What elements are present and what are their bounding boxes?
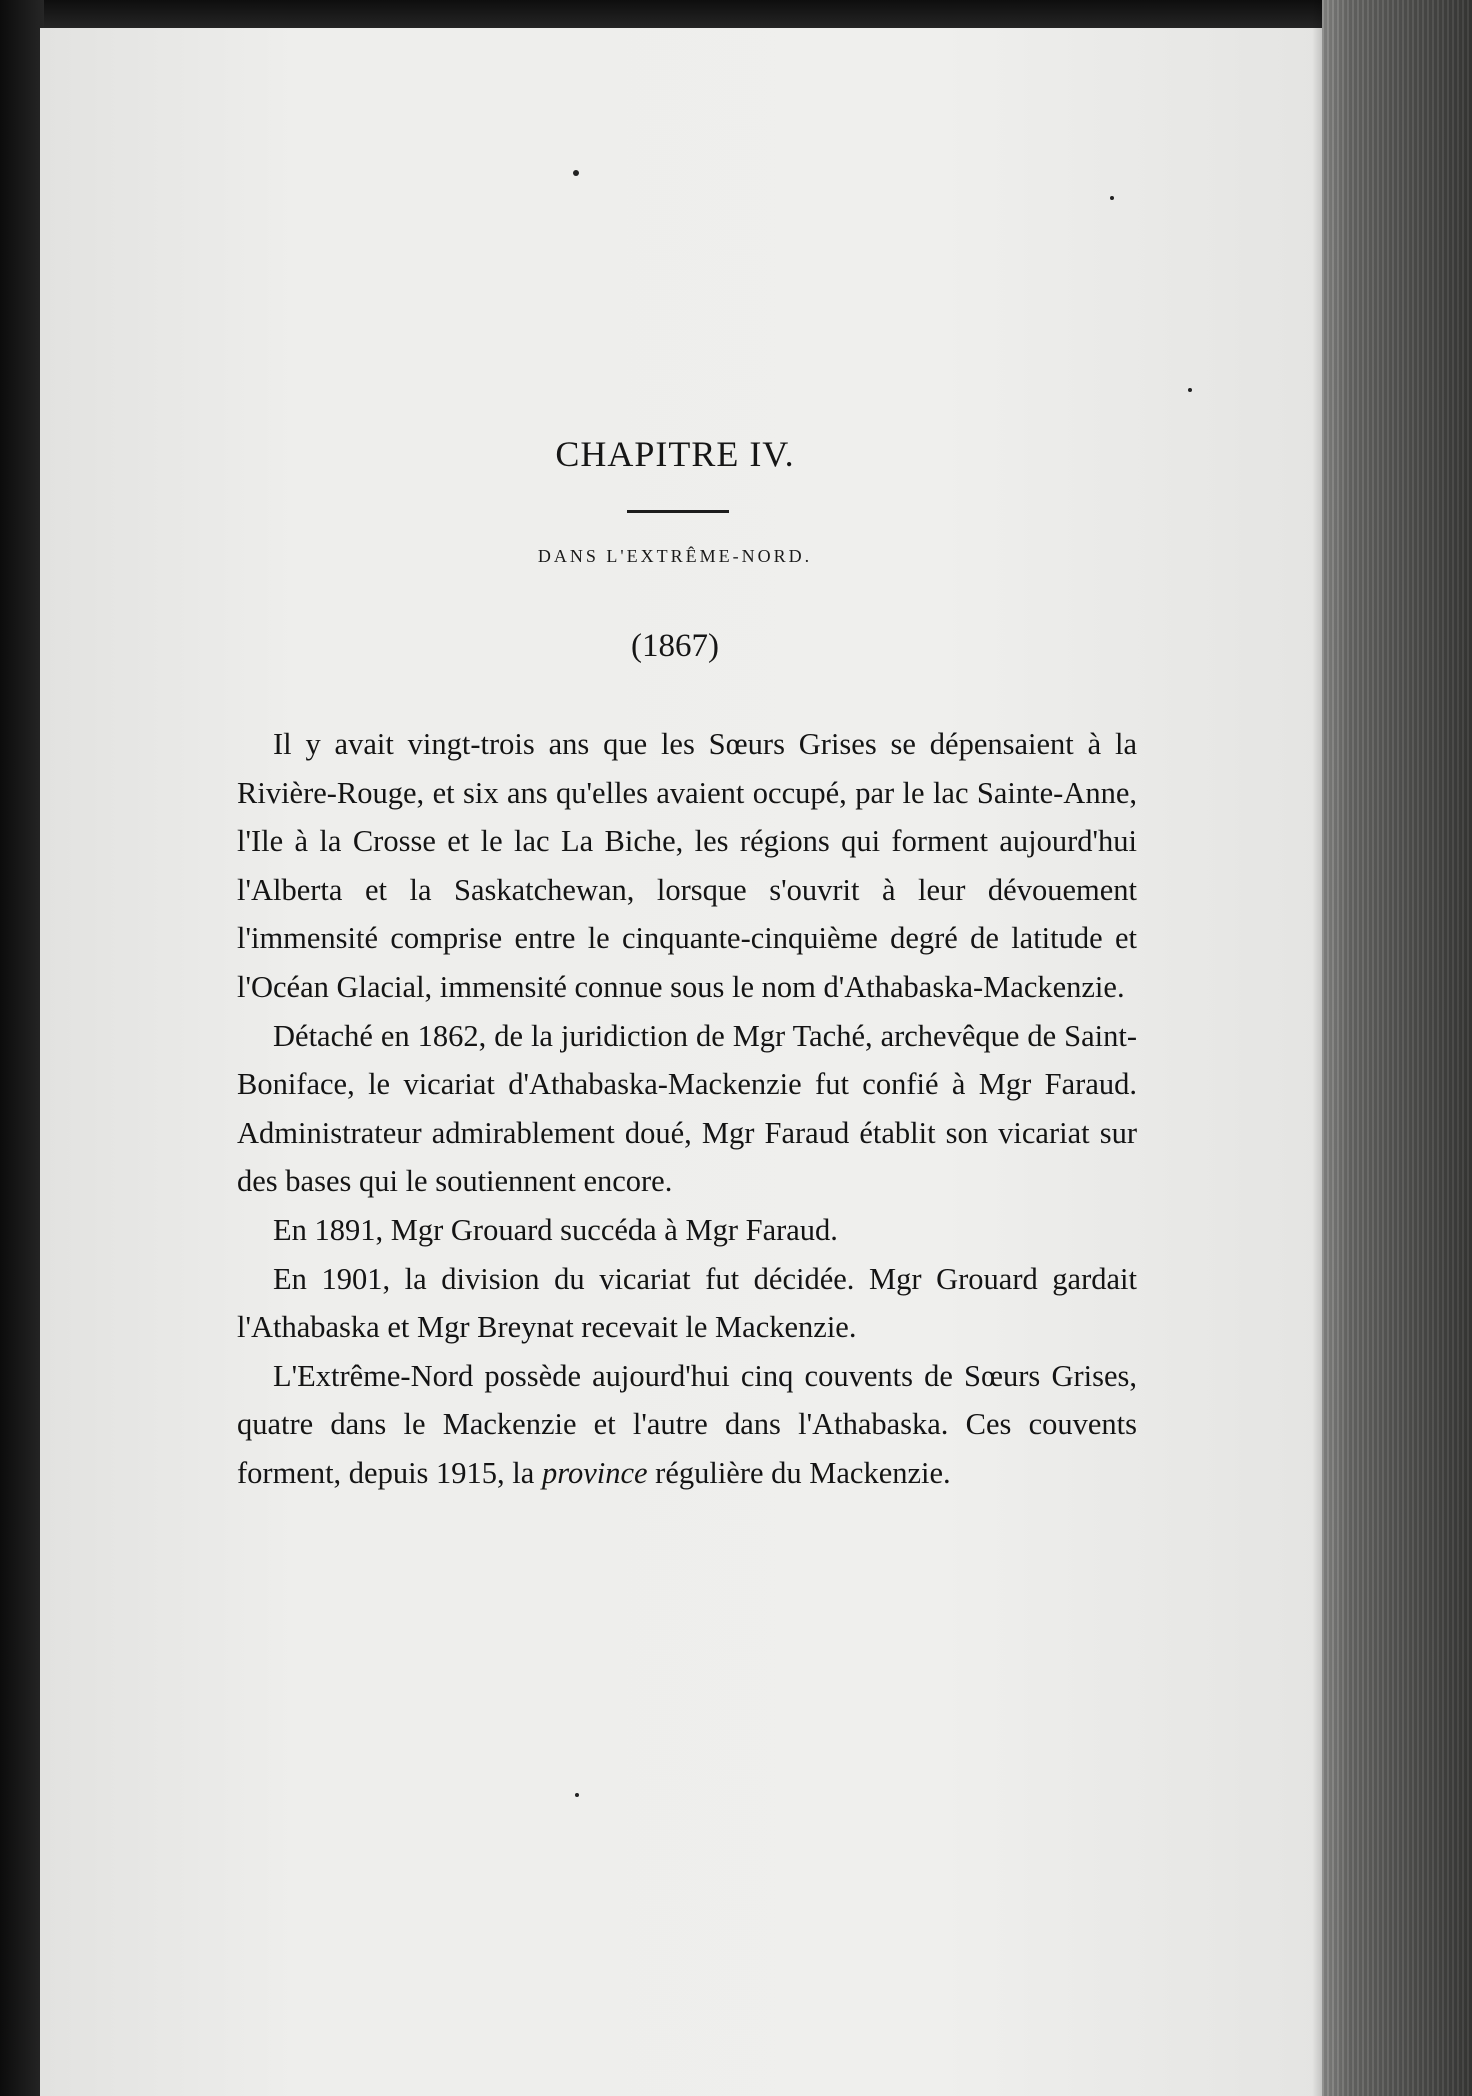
paragraph-text: L'Extrême-Nord possède aujourd'hui cinq couvents de Sœurs Grises, quatre dans le Mackenzie et l'autre dans l'Athabaska. Ces couvents forment, depuis 1915, la [237, 1358, 1137, 1490]
paragraph: Détaché en 1862, de la juridiction de Mgr Taché, archevêque de Saint-Boniface, le vicariat d'Athabaska-Mackenzie fut confié à Mgr Faraud. Administrateur admirablement doué, Mgr Faraud établit son vicariat sur des bases qui le soutiennent encore. [237, 1018, 1137, 1199]
paragraph-text: régulière du Mackenzie. [647, 1455, 951, 1490]
paragraph [237, 1352, 1137, 1498]
emphasized-word: province [541, 1455, 648, 1490]
chapter-body [237, 720, 1137, 1498]
paragraph: Il y avait vingt-trois ans que les Sœurs Grises se dépensaient à la Rivière-Rouge, et six ans qu'elles avaient occupé, par le lac Sainte-Anne, l'Ile à la Crosse et le lac La Biche, les régions qui forment aujourd'hui l'Alberta et la Saskatchewan, lorsque s'ouvrit à leur dévouement l'immensité comprise entre le cinquante-cinquième degré de latitude et l'Océan Glacial, immensité connue sous le nom d'Athabaska-Mackenzie. [237, 727, 1137, 1004]
title-rule [627, 510, 729, 513]
chapter-subtitle: DANS L'EXTRÊME-NORD. [537, 546, 813, 566]
paragraph: En 1891, Mgr Grouard succéda à Mgr Faraud. [273, 1212, 838, 1247]
paragraph: En 1901, la division du vicariat fut décidée. Mgr Grouard gardait l'Athabaska et Mgr Breynat recevait le Mackenzie. [237, 1261, 1137, 1345]
ink-speck [573, 170, 579, 176]
chapter-title: CHAPITRE IV. [555, 434, 795, 474]
ink-speck [1110, 196, 1114, 200]
ink-speck [575, 1793, 579, 1797]
ink-speck [1188, 388, 1192, 392]
book-page [40, 28, 1330, 2096]
scan-border-left [0, 0, 44, 2096]
book-page-edges [1322, 0, 1472, 2096]
chapter-year: (1867) [631, 628, 719, 664]
